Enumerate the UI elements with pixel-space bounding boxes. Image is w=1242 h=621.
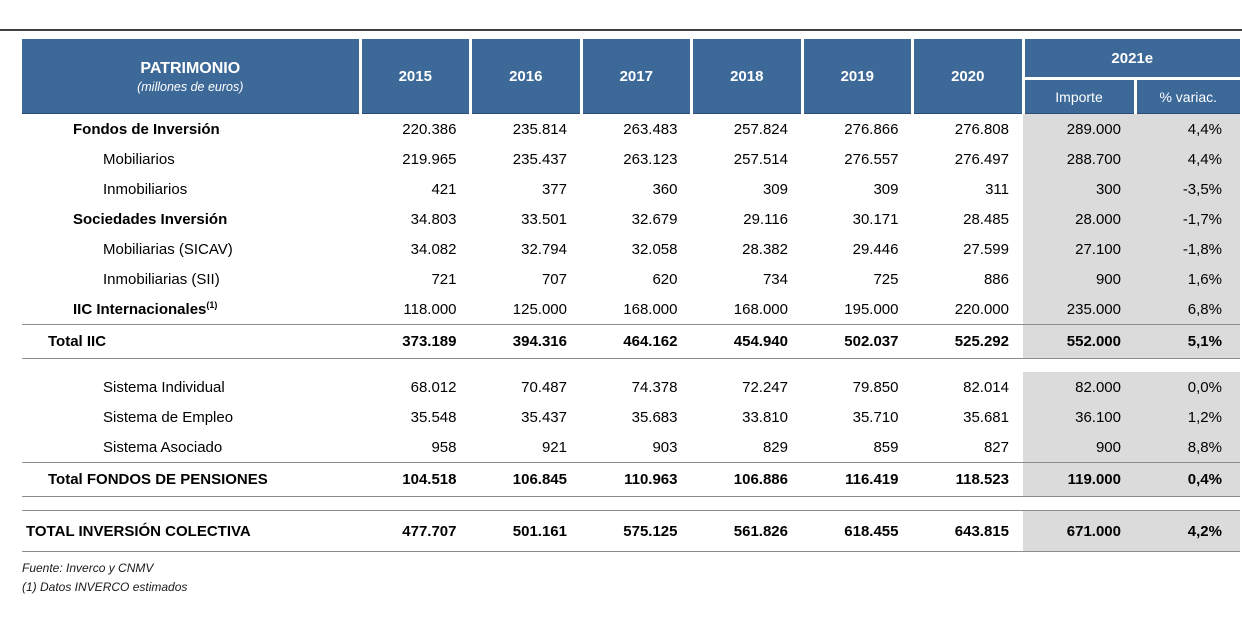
value-cell: 309 bbox=[873, 180, 899, 198]
value-cell: 525.292 bbox=[913, 325, 1024, 359]
value-cell: 276.557 bbox=[844, 150, 899, 168]
table-row bbox=[22, 325, 1240, 359]
value-cell: 477.707 bbox=[360, 511, 471, 552]
col-header-2018: 2018 bbox=[692, 39, 803, 114]
value-cell: 72.247 bbox=[742, 378, 788, 396]
row-label: Sistema Asociado bbox=[103, 438, 223, 456]
estimate-importe-cell: 289.000 bbox=[1023, 114, 1135, 145]
value-cell: 32.058 bbox=[631, 240, 678, 258]
row-label: Total FONDOS DE PENSIONES bbox=[22, 463, 360, 497]
value-cell: 125.000 bbox=[512, 300, 567, 318]
value-cell: 70.487 bbox=[521, 378, 567, 396]
col-header-variac: % variac. bbox=[1135, 79, 1240, 114]
value-cell: 827 bbox=[983, 438, 1009, 456]
table-row bbox=[22, 234, 1240, 264]
value-cell: 276.808 bbox=[954, 120, 1009, 138]
table-row bbox=[22, 174, 1240, 204]
value-cell: 263.483 bbox=[623, 120, 678, 138]
value-cell: 276.866 bbox=[844, 120, 899, 138]
col-header-2017: 2017 bbox=[581, 39, 692, 114]
value-cell: 35.437 bbox=[521, 408, 567, 426]
estimate-importe-cell: 900 bbox=[1023, 264, 1135, 294]
value-cell: 643.815 bbox=[913, 511, 1024, 552]
row-label: Mobiliarios bbox=[103, 150, 175, 168]
value-cell: 68.012 bbox=[410, 378, 457, 396]
value-cell: 118.523 bbox=[913, 463, 1024, 497]
value-cell: 575.125 bbox=[581, 511, 692, 552]
row-label: Total IIC bbox=[22, 325, 360, 359]
estimate-importe-cell: 27.100 bbox=[1023, 234, 1135, 264]
table-subtitle: (millones de euros) bbox=[137, 80, 244, 94]
row-label: IIC Internacionales$^{(1)}$ bbox=[73, 299, 218, 318]
value-cell: 859 bbox=[873, 438, 899, 456]
value-cell: 28.382 bbox=[742, 240, 788, 258]
row-label: Inmobiliarias (SII) bbox=[103, 270, 220, 288]
value-cell: 464.162 bbox=[581, 325, 692, 359]
value-cell: 35.710 bbox=[852, 408, 899, 426]
value-cell: 377 bbox=[541, 180, 567, 198]
section-gap-cell bbox=[22, 359, 1240, 373]
value-cell: 257.514 bbox=[733, 150, 788, 168]
value-cell: 104.518 bbox=[360, 463, 471, 497]
row-label: Sistema Individual bbox=[103, 378, 225, 396]
row-label: Inmobiliarios bbox=[103, 180, 188, 198]
section-gap bbox=[22, 359, 1240, 373]
estimate-variac-cell: -3,5% bbox=[1135, 174, 1240, 204]
value-cell: 620 bbox=[652, 270, 678, 288]
row-label: TOTAL INVERSIÓN COLECTIVA bbox=[22, 511, 360, 552]
header-patrimonio-cell bbox=[22, 39, 360, 114]
value-cell: 394.316 bbox=[471, 325, 582, 359]
table-row bbox=[22, 114, 1240, 145]
value-cell: 921 bbox=[541, 438, 567, 456]
value-cell: 276.497 bbox=[954, 150, 1009, 168]
value-cell: 110.963 bbox=[581, 463, 692, 497]
value-cell: 360 bbox=[652, 180, 678, 198]
estimate-importe-cell: 552.000 bbox=[1023, 325, 1135, 359]
section-gap-cell bbox=[22, 497, 1240, 511]
value-cell: 263.123 bbox=[623, 150, 678, 168]
value-cell: 35.683 bbox=[631, 408, 678, 426]
estimate-importe-cell: 119.000 bbox=[1023, 463, 1135, 497]
value-cell: 30.171 bbox=[852, 210, 899, 228]
estimate-variac-cell: 6,8% bbox=[1135, 294, 1240, 325]
col-header-2020: 2020 bbox=[913, 39, 1024, 114]
value-cell: 34.803 bbox=[410, 210, 457, 228]
estimate-variac-cell: 4,2% bbox=[1135, 511, 1240, 552]
value-cell: 501.161 bbox=[471, 511, 582, 552]
estimate-variac-cell: 1,2% bbox=[1135, 402, 1240, 432]
row-label: Mobiliarias (SICAV) bbox=[103, 240, 233, 258]
value-cell: 118.000 bbox=[403, 300, 457, 318]
estimate-importe-cell: 288.700 bbox=[1023, 144, 1135, 174]
estimate-variac-cell: -1,7% bbox=[1135, 204, 1240, 234]
table-row bbox=[22, 294, 1240, 325]
footnote-marker: (1) bbox=[206, 299, 218, 310]
col-header-2015: 2015 bbox=[360, 39, 471, 114]
table-header bbox=[22, 39, 1240, 114]
table-row bbox=[22, 204, 1240, 234]
estimate-importe-cell: 900 bbox=[1023, 432, 1135, 463]
value-cell: 454.940 bbox=[692, 325, 803, 359]
value-cell: 886 bbox=[983, 270, 1009, 288]
col-header-2016: 2016 bbox=[471, 39, 582, 114]
value-cell: 309 bbox=[762, 180, 788, 198]
value-cell: 106.845 bbox=[471, 463, 582, 497]
row-label: Fondos de Inversión bbox=[73, 120, 220, 138]
value-cell: 35.548 bbox=[410, 408, 457, 426]
value-cell: 33.810 bbox=[742, 408, 788, 426]
value-cell: 725 bbox=[873, 270, 899, 288]
table-row bbox=[22, 264, 1240, 294]
value-cell: 958 bbox=[431, 438, 457, 456]
col-header-importe: Importe bbox=[1023, 79, 1135, 114]
value-cell: 29.446 bbox=[852, 240, 899, 258]
table-row bbox=[22, 463, 1240, 497]
value-cell: 28.485 bbox=[963, 210, 1009, 228]
value-cell: 35.681 bbox=[963, 408, 1009, 426]
value-cell: 74.378 bbox=[631, 378, 678, 396]
row-label: Sociedades Inversión bbox=[73, 210, 228, 228]
table-row bbox=[22, 432, 1240, 463]
value-cell: 257.824 bbox=[733, 120, 788, 138]
value-cell: 220.386 bbox=[402, 120, 457, 138]
top-rule bbox=[0, 29, 1242, 31]
value-cell: 34.082 bbox=[410, 240, 457, 258]
value-cell: 235.437 bbox=[512, 150, 567, 168]
value-cell: 82.014 bbox=[963, 378, 1009, 396]
estimate-variac-cell: 4,4% bbox=[1135, 144, 1240, 174]
estimate-variac-cell: 8,8% bbox=[1135, 432, 1240, 463]
table-row bbox=[22, 511, 1240, 552]
estimate-importe-cell: 28.000 bbox=[1023, 204, 1135, 234]
value-cell: 219.965 bbox=[402, 150, 457, 168]
value-cell: 27.599 bbox=[963, 240, 1009, 258]
estimate-importe-cell: 300 bbox=[1023, 174, 1135, 204]
estimate-variac-cell: 0,0% bbox=[1135, 372, 1240, 402]
value-cell: 502.037 bbox=[802, 325, 913, 359]
value-cell: 829 bbox=[762, 438, 788, 456]
value-cell: 33.501 bbox=[521, 210, 567, 228]
value-cell: 618.455 bbox=[802, 511, 913, 552]
value-cell: 561.826 bbox=[692, 511, 803, 552]
table-body bbox=[22, 114, 1240, 552]
footnotes bbox=[22, 559, 187, 597]
estimate-variac-cell: 5,1% bbox=[1135, 325, 1240, 359]
value-cell: 168.000 bbox=[733, 300, 788, 318]
value-cell: 116.419 bbox=[802, 463, 913, 497]
estimate-note: (1) Datos INVERCO estimados bbox=[22, 580, 188, 594]
value-cell: 220.000 bbox=[954, 300, 1009, 318]
source-note: Fuente: Inverco y CNMV bbox=[22, 561, 154, 575]
col-header-2021e: 2021e bbox=[1023, 39, 1240, 79]
value-cell: 707 bbox=[541, 270, 567, 288]
estimate-variac-cell: 0,4% bbox=[1135, 463, 1240, 497]
estimate-importe-cell: 671.000 bbox=[1023, 511, 1135, 552]
value-cell: 195.000 bbox=[844, 300, 899, 318]
value-cell: 106.886 bbox=[692, 463, 803, 497]
patrimonio-table bbox=[22, 39, 1240, 552]
value-cell: 29.116 bbox=[743, 210, 788, 228]
table-row bbox=[22, 372, 1240, 402]
header-row-years bbox=[22, 39, 1240, 79]
value-cell: 373.189 bbox=[360, 325, 471, 359]
value-cell: 734 bbox=[762, 270, 788, 288]
estimate-variac-cell: 4,4% bbox=[1135, 114, 1240, 145]
estimate-variac-cell: -1,8% bbox=[1135, 234, 1240, 264]
value-cell: 235.814 bbox=[512, 120, 567, 138]
value-cell: 903 bbox=[652, 438, 678, 456]
value-cell: 32.679 bbox=[631, 210, 678, 228]
value-cell: 311 bbox=[985, 180, 1009, 198]
estimate-importe-cell: 82.000 bbox=[1023, 372, 1135, 402]
table-title: PATRIMONIO bbox=[140, 60, 241, 77]
estimate-importe-cell: 235.000 bbox=[1023, 294, 1135, 325]
estimate-variac-cell: 1,6% bbox=[1135, 264, 1240, 294]
value-cell: 421 bbox=[431, 180, 457, 198]
section-gap bbox=[22, 497, 1240, 511]
row-label: Sistema de Empleo bbox=[103, 408, 234, 426]
value-cell: 721 bbox=[431, 270, 457, 288]
col-header-2019: 2019 bbox=[802, 39, 913, 114]
value-cell: 79.850 bbox=[852, 378, 899, 396]
table-row bbox=[22, 402, 1240, 432]
value-cell: 32.794 bbox=[521, 240, 567, 258]
estimate-importe-cell: 36.100 bbox=[1023, 402, 1135, 432]
table-row bbox=[22, 144, 1240, 174]
value-cell: 168.000 bbox=[623, 300, 678, 318]
